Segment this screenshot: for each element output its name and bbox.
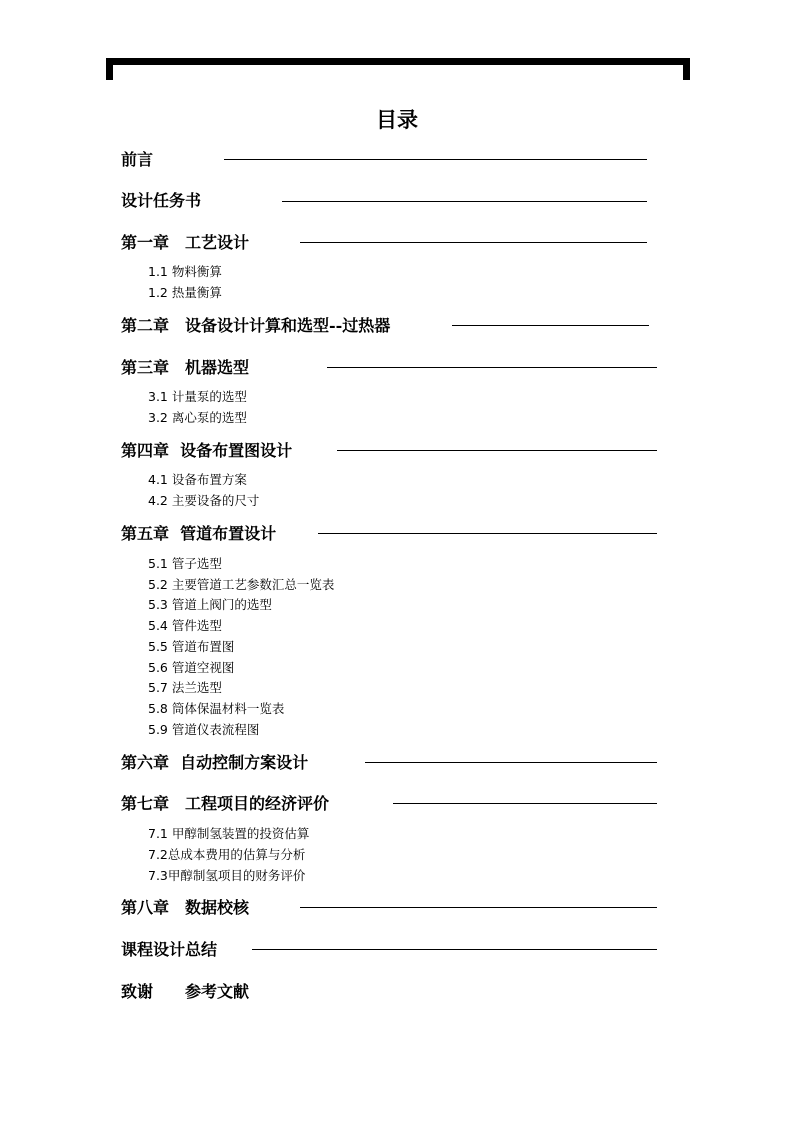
toc-sub-entry: 5.1 管子选型 <box>148 556 222 571</box>
toc-sub-entry: 5.9 管道仪表流程图 <box>148 722 260 737</box>
leader-line <box>452 325 649 326</box>
page-title: 目录 <box>376 107 418 132</box>
toc-entry-ch6: 第六章 自动控制方案设计 <box>121 753 309 772</box>
leader-line <box>300 907 657 908</box>
leader-line <box>337 450 657 451</box>
toc-sub-entry: 5.8 筒体保温材料一览表 <box>148 701 285 716</box>
toc-entry-ch8: 第八章 数据校核 <box>121 898 250 917</box>
toc-entry-ch1: 第一章 工艺设计 <box>121 233 250 252</box>
toc-sub-entry: 4.1 设备布置方案 <box>148 472 247 487</box>
toc-sub-entry: 7.1 甲醇制氢装置的投资估算 <box>148 826 310 841</box>
toc-sub-entry: 1.1 物料衡算 <box>148 264 222 279</box>
header-bracket-left <box>106 58 113 80</box>
toc-entry-ch4: 第四章 设备布置图设计 <box>121 441 293 460</box>
toc-sub-entry: 3.2 离心泵的选型 <box>148 410 247 425</box>
toc-sub-entry: 7.3甲醇制氢项目的财务评价 <box>148 868 306 883</box>
toc-sub-entry: 7.2总成本费用的估算与分析 <box>148 847 306 862</box>
toc-sub-entry: 5.6 管道空视图 <box>148 660 235 675</box>
toc-sub-entry: 5.3 管道上阀门的选型 <box>148 597 272 612</box>
toc-entry-preface: 前言 <box>121 150 154 169</box>
toc-sub-entry: 5.2 主要管道工艺参数汇总一览表 <box>148 577 335 592</box>
leader-line <box>282 201 647 202</box>
toc-entry-ch2: 第二章 设备设计计算和选型--过热器 <box>121 316 391 335</box>
header-rule <box>106 58 690 65</box>
toc-sub-entry: 5.5 管道布置图 <box>148 639 235 654</box>
toc-entry-ch7: 第七章 工程项目的经济评价 <box>121 794 330 813</box>
toc-entry-thanks-references: 致谢 参考文献 <box>121 982 250 1001</box>
leader-line <box>300 242 647 243</box>
leader-line <box>393 803 657 804</box>
toc-sub-entry: 5.7 法兰选型 <box>148 680 222 695</box>
leader-line <box>365 762 657 763</box>
leader-line <box>327 367 657 368</box>
leader-line <box>252 949 657 950</box>
toc-entry-summary: 课程设计总结 <box>121 940 218 959</box>
toc-sub-entry: 1.2 热量衡算 <box>148 285 222 300</box>
toc-entry-task: 设计任务书 <box>121 191 202 210</box>
toc-entry-ch3: 第三章 机器选型 <box>121 358 250 377</box>
toc-sub-entry: 5.4 管件选型 <box>148 618 222 633</box>
toc-entry-ch5: 第五章 管道布置设计 <box>121 524 277 543</box>
leader-line <box>318 533 657 534</box>
header-bracket-right <box>683 58 690 80</box>
leader-line <box>224 159 647 160</box>
toc-sub-entry: 3.1 计量泵的选型 <box>148 389 247 404</box>
toc-sub-entry: 4.2 主要设备的尺寸 <box>148 493 260 508</box>
